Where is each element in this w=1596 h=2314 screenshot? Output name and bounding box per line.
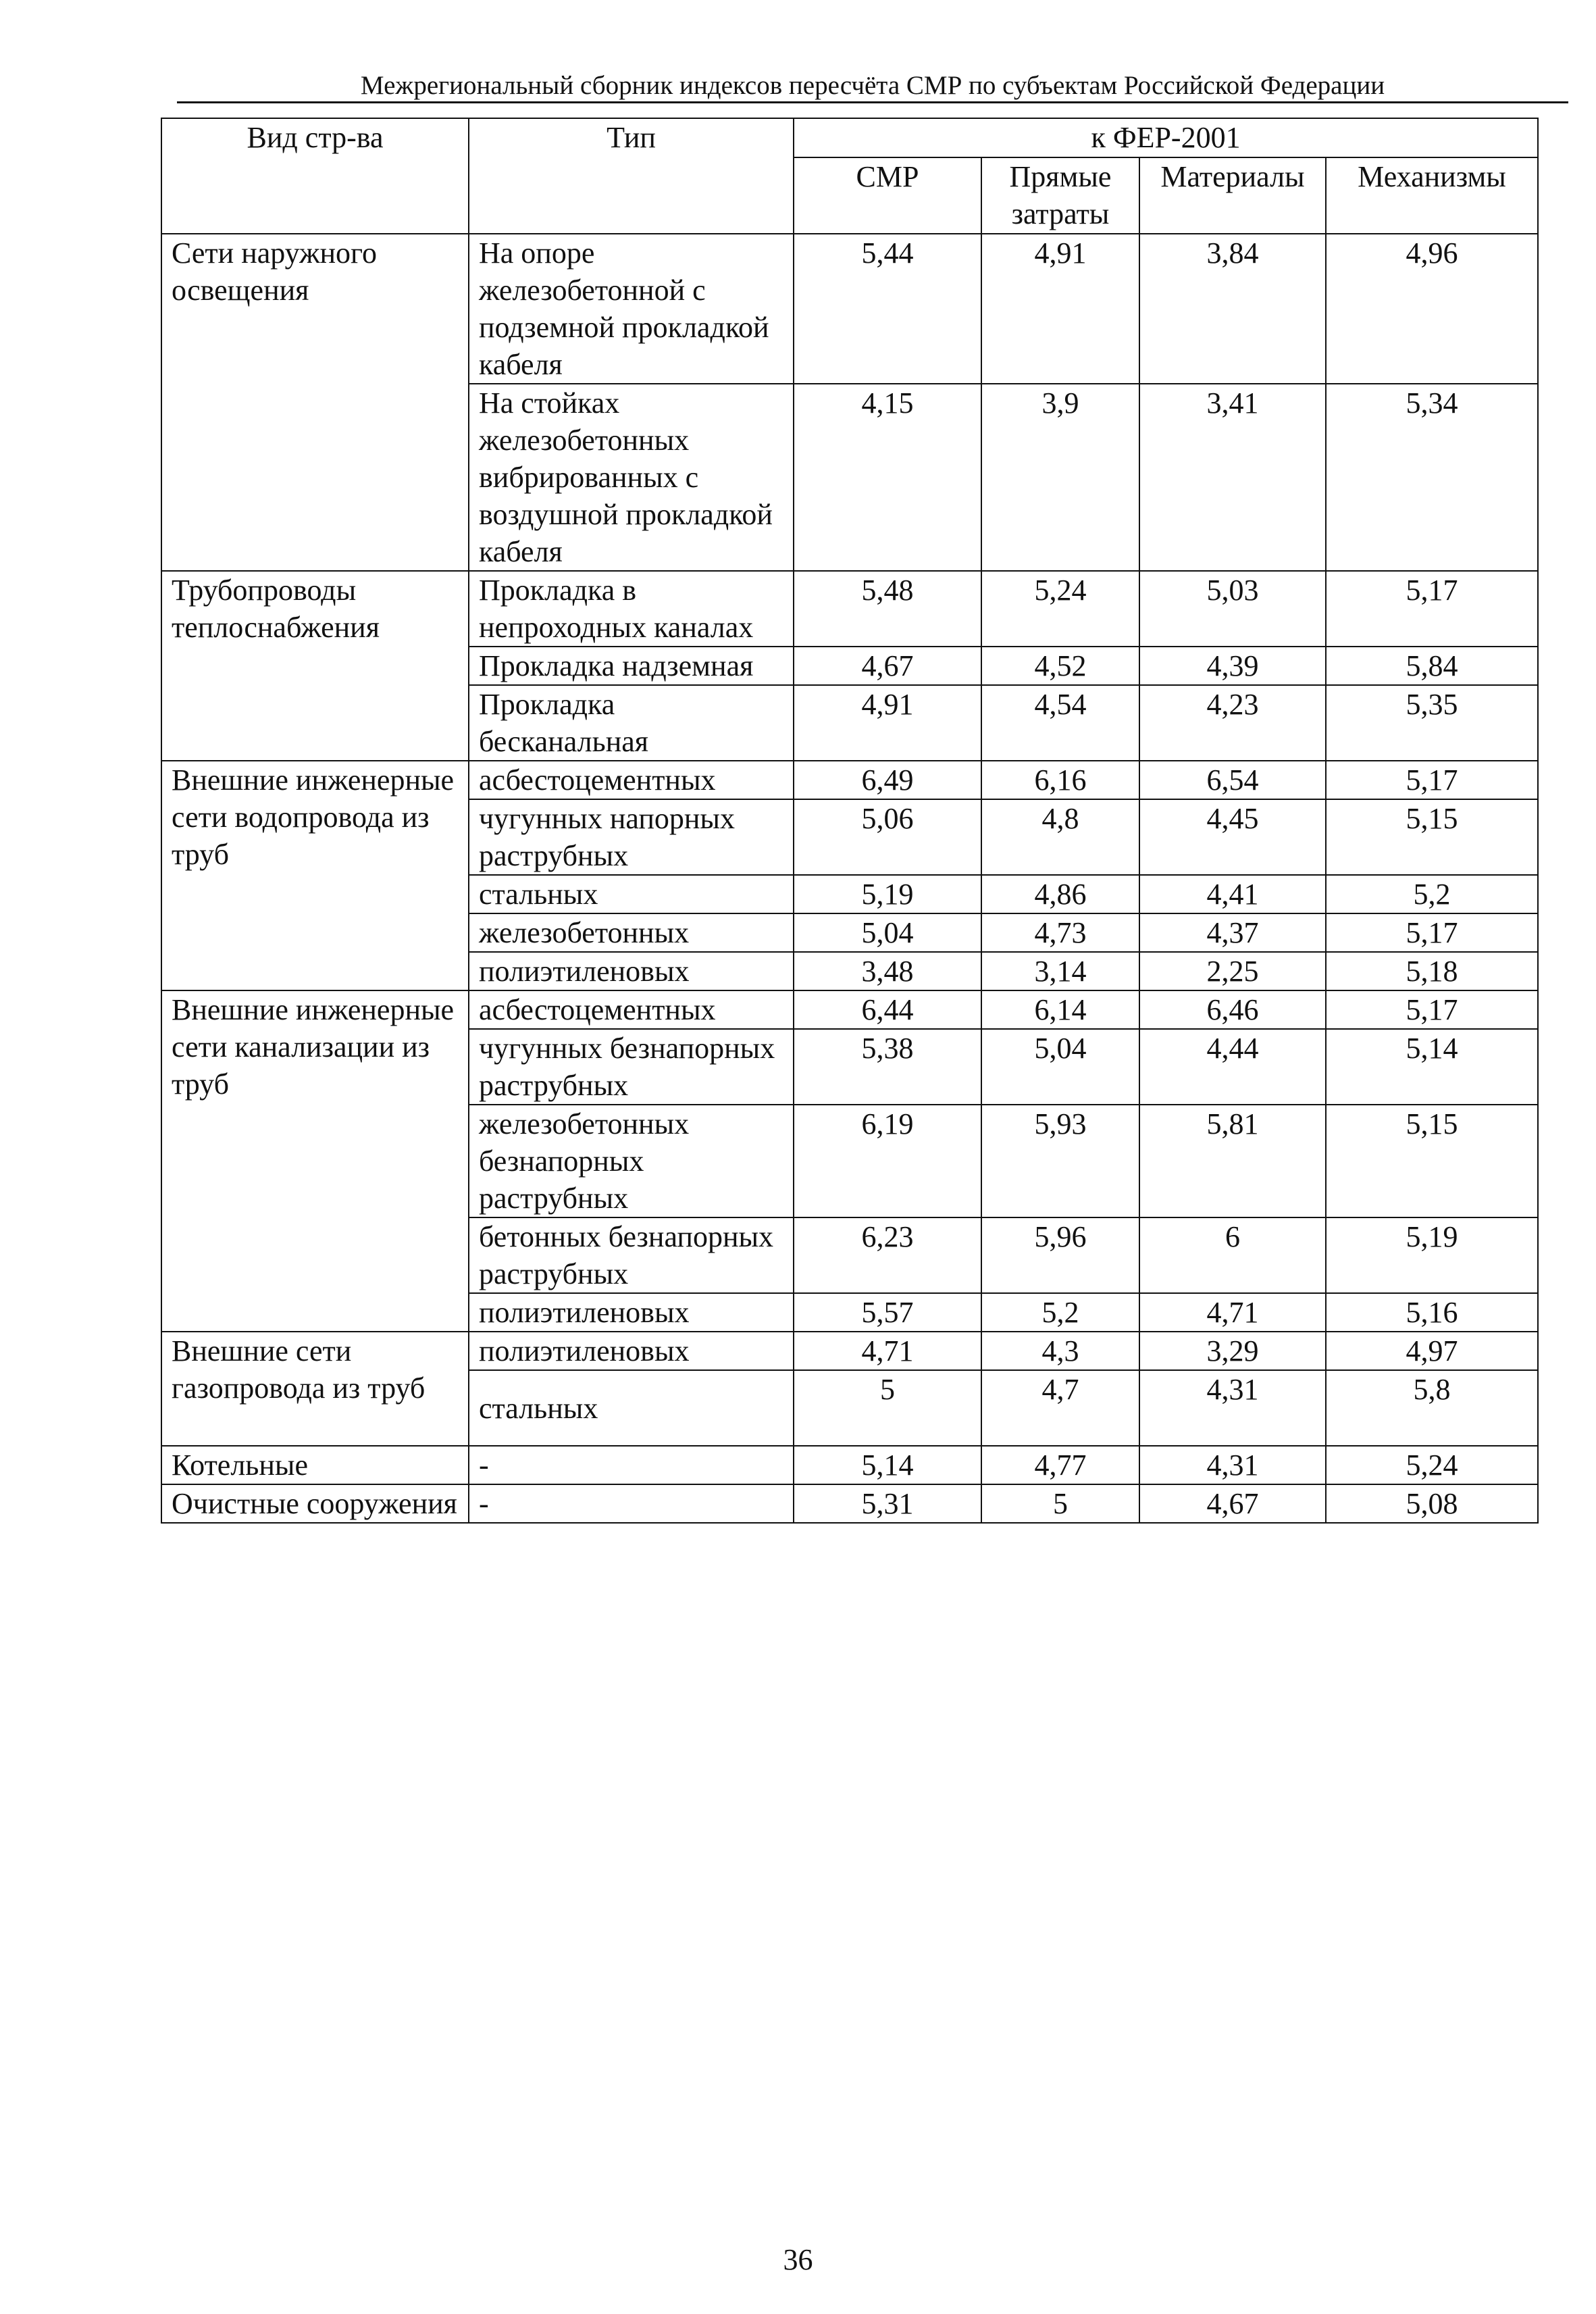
- cell-materials: 6: [1139, 1217, 1326, 1293]
- row-type: Прокладка в непроходных каналах: [469, 571, 794, 647]
- cell-smr: 5,19: [794, 875, 981, 913]
- cell-smr: 6,44: [794, 990, 981, 1029]
- cell-mechanisms: 5,16: [1326, 1293, 1538, 1332]
- cell-smr: 4,15: [794, 384, 981, 571]
- cell-mechanisms: 5,08: [1326, 1484, 1538, 1523]
- row-type: чугунных напорных раструбных: [469, 799, 794, 875]
- cell-mechanisms: 5,19: [1326, 1217, 1538, 1293]
- row-type: асбестоцементных: [469, 990, 794, 1029]
- cell-smr: 4,71: [794, 1332, 981, 1370]
- row-kind: Внешние инженерные сети водопровода из труб: [161, 761, 469, 990]
- cell-materials: 4,37: [1139, 913, 1326, 952]
- cell-smr: 4,67: [794, 647, 981, 685]
- row-type: асбестоцементных: [469, 761, 794, 799]
- cell-mechanisms: 5,18: [1326, 952, 1538, 990]
- cell-materials: 5,81: [1139, 1105, 1326, 1217]
- cell-smr: 4,91: [794, 685, 981, 761]
- cell-materials: 6,46: [1139, 990, 1326, 1029]
- table-row: [161, 571, 1538, 647]
- table-row: [161, 761, 1538, 799]
- cell-mechanisms: 5,14: [1326, 1029, 1538, 1105]
- header-mechanisms: Механизмы: [1326, 157, 1538, 234]
- cell-direct: 4,7: [981, 1370, 1139, 1446]
- row-kind: Котельные: [161, 1446, 469, 1484]
- row-type: На опоре железобетонной с подземной прокладкой кабеля: [469, 234, 794, 384]
- header-group: к ФЕР-2001: [794, 118, 1538, 157]
- header-direct-costs: Прямые затраты: [981, 157, 1139, 234]
- cell-direct: 4,86: [981, 875, 1139, 913]
- cell-materials: 4,23: [1139, 685, 1326, 761]
- row-type: -: [469, 1484, 794, 1523]
- cell-mechanisms: 5,24: [1326, 1446, 1538, 1484]
- row-type: железобетонных безнапорных раструбных: [469, 1105, 794, 1217]
- cell-materials: 3,84: [1139, 234, 1326, 384]
- header-type: Тип: [469, 118, 794, 234]
- cell-mechanisms: 5,15: [1326, 799, 1538, 875]
- cell-direct: 6,14: [981, 990, 1139, 1029]
- cell-direct: 4,73: [981, 913, 1139, 952]
- cell-mechanisms: 5,17: [1326, 990, 1538, 1029]
- cell-mechanisms: 5,15: [1326, 1105, 1538, 1217]
- row-type: полиэтиленовых: [469, 1332, 794, 1370]
- cell-direct: 4,8: [981, 799, 1139, 875]
- cell-direct: 6,16: [981, 761, 1139, 799]
- cell-direct: 5,04: [981, 1029, 1139, 1105]
- cell-smr: 6,49: [794, 761, 981, 799]
- cell-smr: 5,04: [794, 913, 981, 952]
- row-type: На стойках железобетонных вибрированных с воздушной прокладкой кабеля: [469, 384, 794, 571]
- row-type: чугунных безнапорных раструбных: [469, 1029, 794, 1105]
- header-smr: СМР: [794, 157, 981, 234]
- header-materials: Материалы: [1139, 157, 1326, 234]
- cell-materials: 3,41: [1139, 384, 1326, 571]
- row-type: Прокладка бесканальная: [469, 685, 794, 761]
- cell-direct: 5,2: [981, 1293, 1139, 1332]
- cell-materials: 3,29: [1139, 1332, 1326, 1370]
- cell-materials: 4,31: [1139, 1370, 1326, 1446]
- cell-smr: 5,31: [794, 1484, 981, 1523]
- cell-mechanisms: 5,34: [1326, 384, 1538, 571]
- cell-mechanisms: 5,17: [1326, 571, 1538, 647]
- cell-materials: 4,67: [1139, 1484, 1326, 1523]
- cell-mechanisms: 5,35: [1326, 685, 1538, 761]
- cell-smr: 6,23: [794, 1217, 981, 1293]
- cell-direct: 3,14: [981, 952, 1139, 990]
- row-type: железобетонных: [469, 913, 794, 952]
- index-table: [161, 118, 1539, 1524]
- row-kind: Очистные сооружения: [161, 1484, 469, 1523]
- row-type: -: [469, 1446, 794, 1484]
- row-type: стальных: [469, 875, 794, 913]
- cell-smr: 5,38: [794, 1029, 981, 1105]
- running-header: Межрегиональный сборник индексов пересчёта СМР по субъектам Российской Федерации: [360, 71, 1385, 100]
- cell-materials: 4,71: [1139, 1293, 1326, 1332]
- cell-mechanisms: 5,17: [1326, 913, 1538, 952]
- header-rule: [177, 101, 1568, 103]
- cell-smr: 5,14: [794, 1446, 981, 1484]
- cell-smr: 5,44: [794, 234, 981, 384]
- cell-direct: 4,91: [981, 234, 1139, 384]
- cell-smr: 5,48: [794, 571, 981, 647]
- row-type: полиэтиленовых: [469, 1293, 794, 1332]
- cell-materials: 4,41: [1139, 875, 1326, 913]
- table-row: [161, 1332, 1538, 1370]
- page-number: 36: [783, 2243, 813, 2276]
- cell-materials: 5,03: [1139, 571, 1326, 647]
- row-type: полиэтиленовых: [469, 952, 794, 990]
- row-kind: Трубопроводы теплоснабжения: [161, 571, 469, 761]
- row-kind: Сети наружного освещения: [161, 234, 469, 571]
- cell-materials: 4,31: [1139, 1446, 1326, 1484]
- table-row: [161, 990, 1538, 1029]
- table-row: [161, 1446, 1538, 1484]
- cell-mechanisms: 5,8: [1326, 1370, 1538, 1446]
- row-kind: Внешние сети газопровода из труб: [161, 1332, 469, 1446]
- row-kind: Внешние инженерные сети канализации из труб: [161, 990, 469, 1332]
- cell-smr: 5,06: [794, 799, 981, 875]
- cell-materials: 4,39: [1139, 647, 1326, 685]
- cell-direct: 4,54: [981, 685, 1139, 761]
- cell-mechanisms: 4,97: [1326, 1332, 1538, 1370]
- table-row: [161, 234, 1538, 384]
- table-row: [161, 1484, 1538, 1523]
- cell-materials: 2,25: [1139, 952, 1326, 990]
- cell-direct: 5,24: [981, 571, 1139, 647]
- cell-materials: 6,54: [1139, 761, 1326, 799]
- row-type: стальных: [469, 1370, 794, 1446]
- cell-mechanisms: 4,96: [1326, 234, 1538, 384]
- row-type: бетонных безнапорных раструбных: [469, 1217, 794, 1293]
- cell-smr: 5: [794, 1370, 981, 1446]
- cell-smr: 5,57: [794, 1293, 981, 1332]
- cell-direct: 5,93: [981, 1105, 1139, 1217]
- cell-mechanisms: 5,84: [1326, 647, 1538, 685]
- cell-direct: 5,96: [981, 1217, 1139, 1293]
- cell-smr: 6,19: [794, 1105, 981, 1217]
- cell-materials: 4,44: [1139, 1029, 1326, 1105]
- cell-smr: 3,48: [794, 952, 981, 990]
- header-kind: Вид стр-ва: [161, 118, 469, 234]
- cell-mechanisms: 5,17: [1326, 761, 1538, 799]
- row-type: Прокладка надземная: [469, 647, 794, 685]
- cell-direct: 3,9: [981, 384, 1139, 571]
- cell-direct: 4,77: [981, 1446, 1139, 1484]
- cell-direct: 4,52: [981, 647, 1139, 685]
- cell-direct: 5: [981, 1484, 1139, 1523]
- cell-direct: 4,3: [981, 1332, 1139, 1370]
- cell-materials: 4,45: [1139, 799, 1326, 875]
- cell-mechanisms: 5,2: [1326, 875, 1538, 913]
